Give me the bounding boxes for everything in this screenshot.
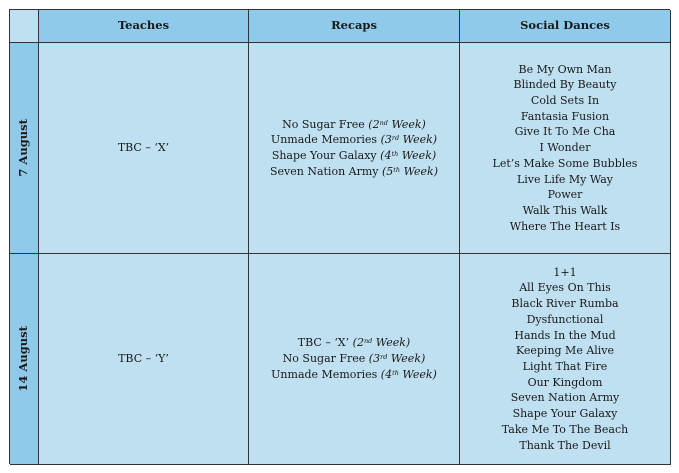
- social-dance-item: Thank The Devil: [519, 438, 611, 452]
- social-dance-item: Give It To Me Cha: [514, 125, 616, 139]
- week-number: 3: [384, 133, 392, 147]
- recaps-list: [270, 117, 438, 180]
- social-dance-item: Light That Fire: [522, 360, 608, 373]
- week-word: Week: [401, 149, 432, 162]
- week-ordinal-suffix: rd: [391, 134, 400, 143]
- social-dances-cell: [460, 254, 671, 465]
- header-social-dances: Social Dances: [460, 10, 671, 43]
- week-number: 2: [356, 336, 364, 350]
- week-word: Week: [402, 133, 433, 147]
- social-dance-item: Keeping Me Alive: [515, 344, 615, 358]
- social-dances-list: [493, 62, 638, 235]
- header-recaps: Recaps: [249, 10, 460, 43]
- social-dance-item: Hands In the Mud: [514, 328, 616, 342]
- week-word: Week: [403, 164, 434, 178]
- social-dances-list: [502, 265, 628, 453]
- social-dance-item: Our Kingdom: [527, 375, 603, 389]
- week-number: 2: [372, 117, 380, 131]
- social-dance-item: Shape Your Galaxy: [512, 407, 618, 421]
- recap-week: (4th Week): [376, 149, 437, 162]
- schedule-table: [9, 9, 670, 464]
- recap-week: (2nd Week): [349, 336, 411, 350]
- recap-dance-name: Unmade Memories: [270, 133, 378, 147]
- corner-cell: [10, 10, 39, 43]
- social-dance-item: Seven Nation Army: [510, 391, 620, 405]
- recap-week: (3rd Week): [365, 352, 426, 366]
- week-ordinal-suffix: nd: [379, 118, 388, 127]
- row-date-label: 14 August: [16, 326, 31, 392]
- social-dance-item: Be My Own Man: [518, 62, 612, 76]
- recap-dance-name: TBC – ‘X’: [297, 336, 350, 350]
- social-dance-item: Dysfunctional: [526, 312, 604, 326]
- social-dance-item: Live Life My Way: [516, 172, 614, 186]
- recap-dance-name: Shape Your Galaxy: [271, 149, 377, 162]
- row-date-cell: [10, 43, 39, 254]
- recaps-cell: [249, 43, 460, 254]
- recap-item: [272, 148, 436, 164]
- week-word: Week: [402, 367, 433, 381]
- recap-item: [271, 132, 437, 148]
- teach-text: TBC – ‘X’: [117, 141, 170, 155]
- social-dance-item: All Eyes On This: [519, 281, 611, 295]
- social-dance-item: I Wonder: [539, 141, 591, 155]
- recaps-list: [271, 335, 437, 382]
- recap-dance-name: No Sugar Free: [282, 117, 365, 131]
- teach-cell: [39, 254, 249, 465]
- recaps-cell: [249, 254, 460, 465]
- recap-item: [283, 351, 426, 367]
- teach-text: TBC – ‘Y’: [118, 352, 169, 366]
- social-dance-item: Let’s Make Some Bubbles: [492, 156, 638, 170]
- row-date-label: 7 August: [16, 119, 31, 177]
- recap-item: [298, 335, 410, 351]
- week-ordinal-suffix: th: [392, 368, 399, 377]
- teach-cell: [39, 43, 249, 254]
- recap-week: (5th Week): [378, 164, 439, 178]
- recap-dance-name: Unmade Memories: [271, 367, 378, 381]
- week-word: Week: [375, 336, 406, 350]
- recap-week: (2nd Week): [364, 117, 426, 131]
- social-dances-cell: [460, 43, 671, 254]
- header-teaches: Teaches: [39, 10, 249, 43]
- recap-dance-name: Seven Nation Army: [269, 164, 379, 178]
- row-date-cell: [10, 254, 39, 465]
- week-word: Week: [391, 117, 422, 131]
- social-dance-item: Fantasia Fusion: [520, 109, 610, 123]
- recap-item: [271, 367, 437, 383]
- recap-dance-name: No Sugar Free: [282, 352, 366, 366]
- week-word: Week: [390, 352, 421, 366]
- week-ordinal-suffix: th: [393, 165, 401, 174]
- social-dance-item: Cold Sets In: [530, 94, 600, 108]
- social-dance-item: Blinded By Beauty: [513, 78, 617, 92]
- social-dance-item: Where The Heart Is: [509, 219, 621, 233]
- social-dance-item: Take Me To The Beach: [501, 422, 629, 436]
- recap-week: (3rd Week): [377, 133, 438, 147]
- recap-item: [282, 117, 426, 133]
- social-dance-item: 1+1: [553, 265, 577, 279]
- social-dance-item: Black River Rumba: [511, 297, 619, 311]
- week-ordinal-suffix: th: [391, 150, 399, 158]
- recap-item: [270, 164, 438, 180]
- social-dance-item: Power: [547, 188, 583, 202]
- week-number: 5: [386, 164, 394, 178]
- recap-week: (4th Week): [377, 367, 437, 381]
- week-number: 3: [373, 352, 381, 366]
- week-number: 4: [385, 367, 393, 381]
- social-dance-item: Walk This Walk: [522, 203, 608, 217]
- week-ordinal-suffix: nd: [363, 337, 373, 346]
- week-number: 4: [384, 149, 392, 162]
- week-ordinal-suffix: rd: [380, 353, 388, 362]
